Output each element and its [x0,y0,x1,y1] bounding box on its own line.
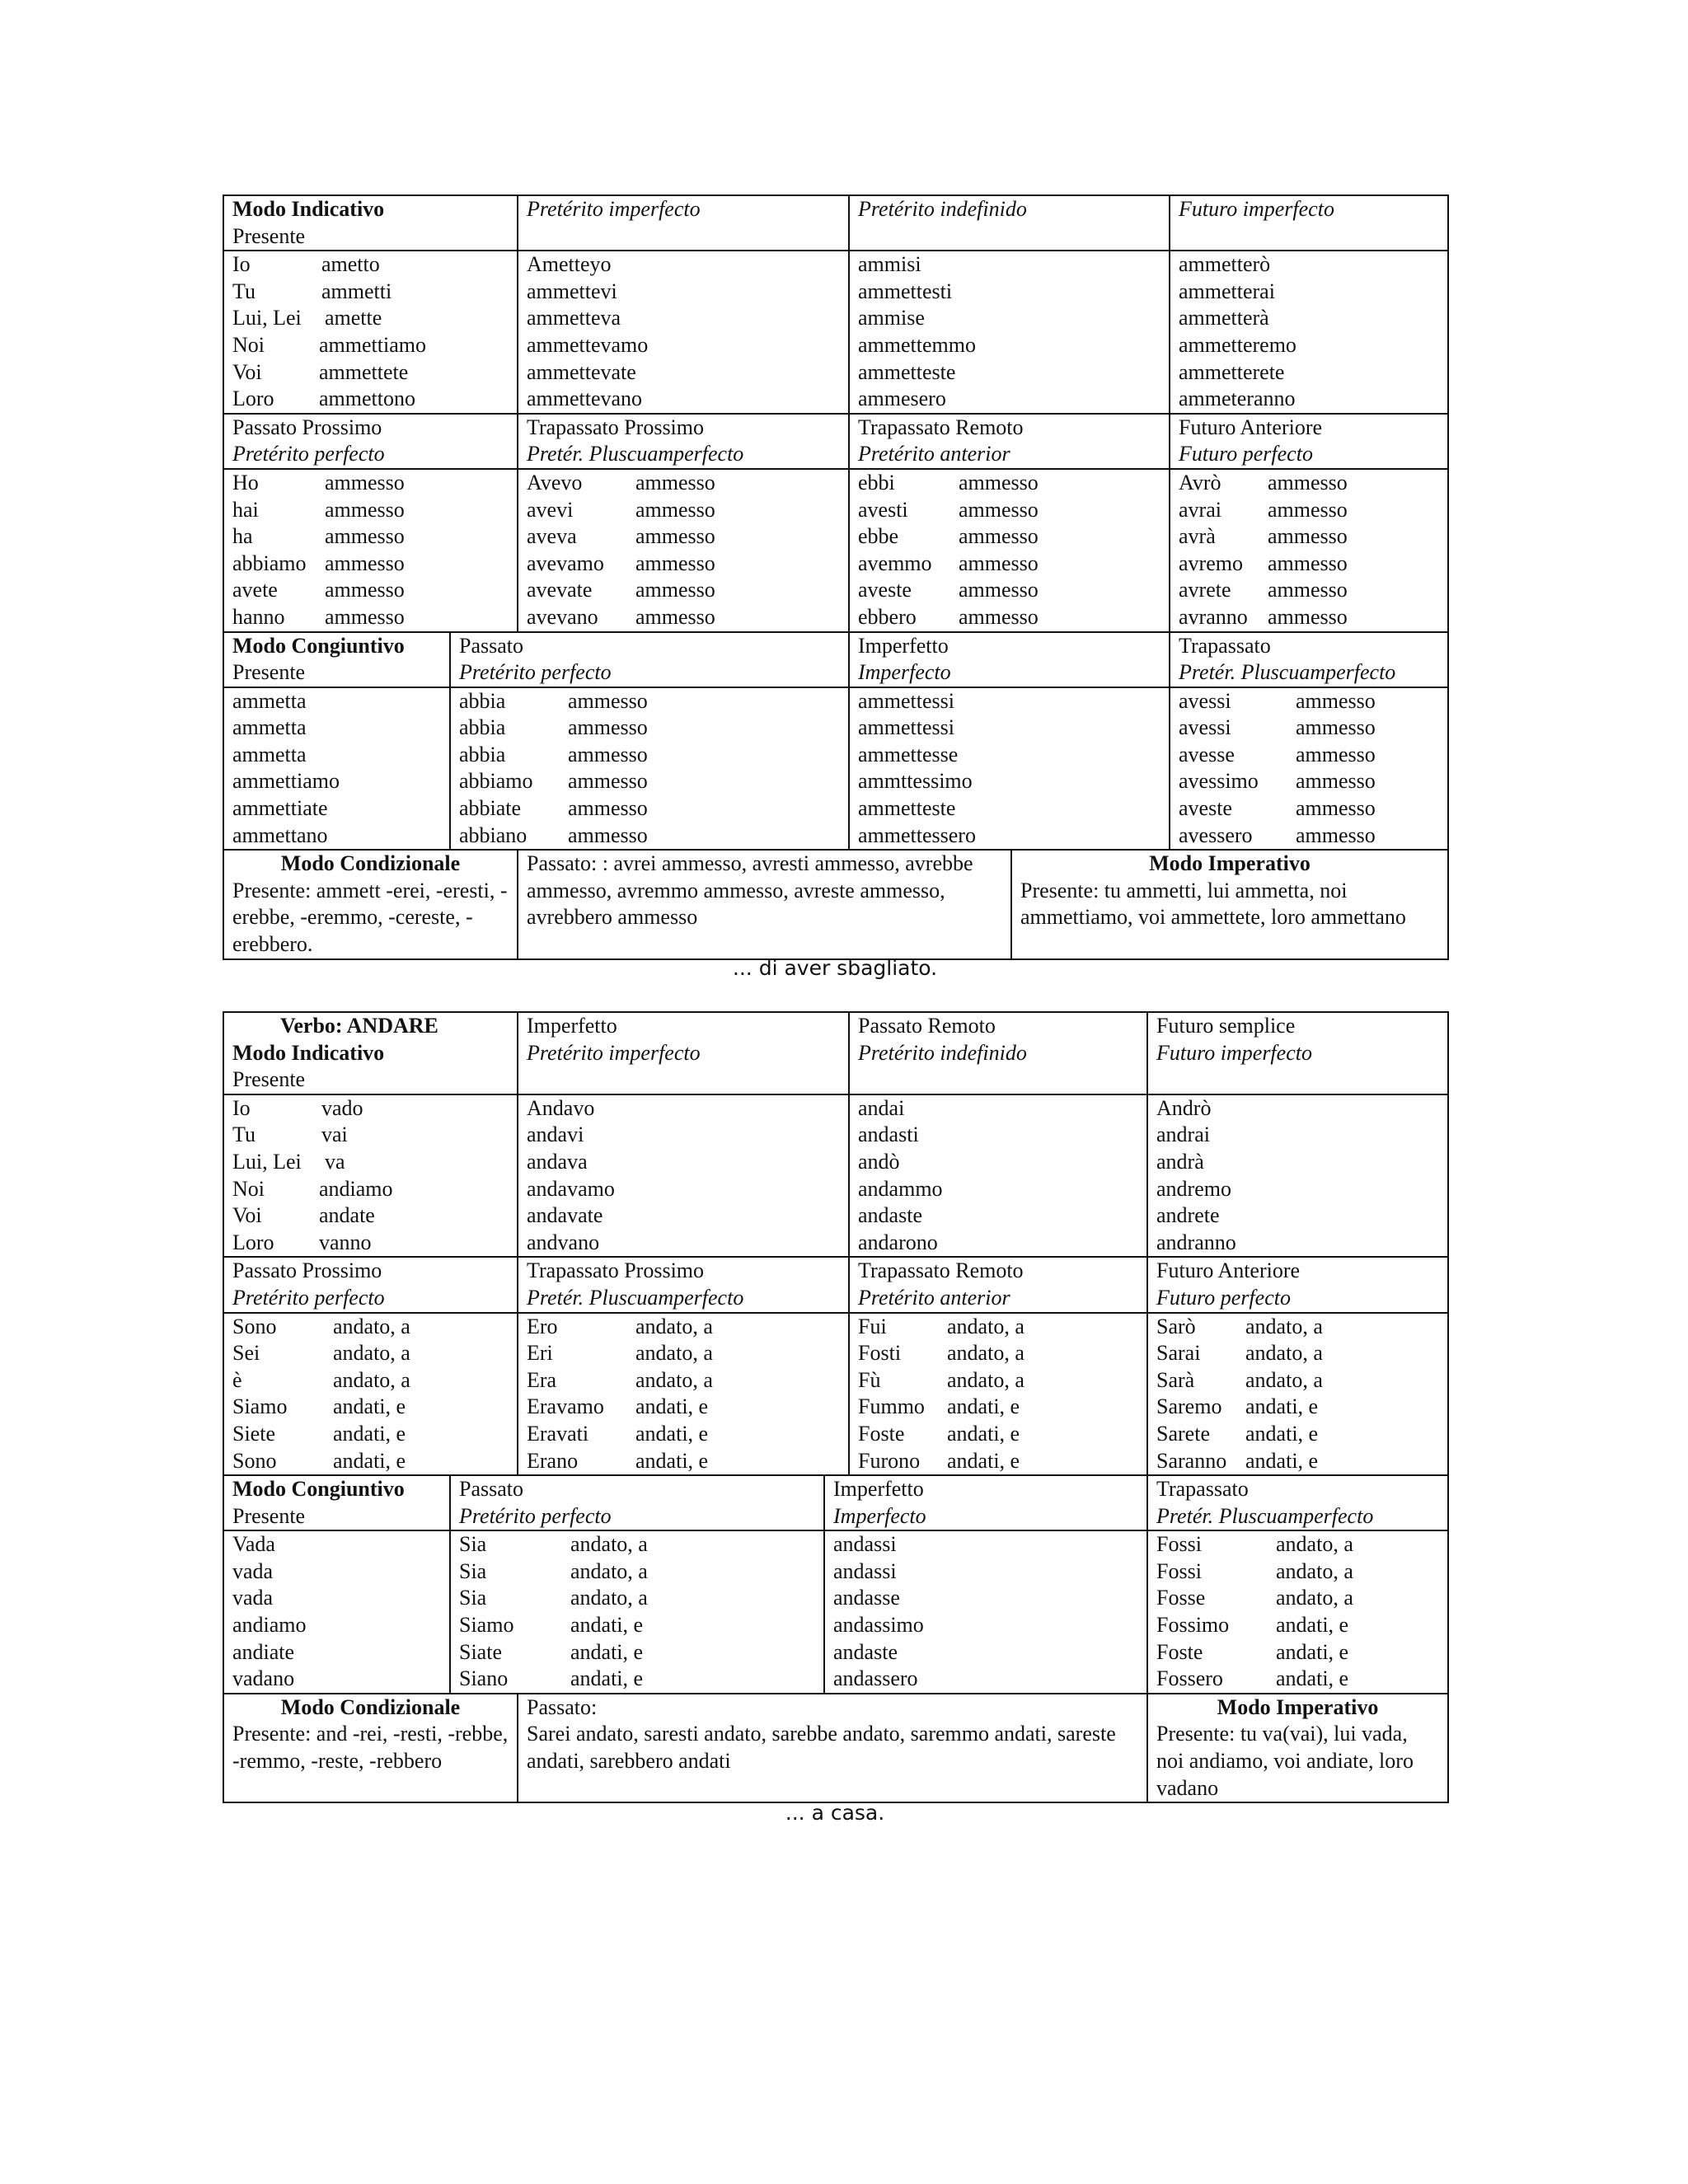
imperativo-cell [1147,1694,1448,1802]
imperativo-cell [1011,850,1448,958]
condizionale-passato-label: Passato: [527,1694,598,1719]
imperfetto-header: Pretérito imperfecto [518,195,849,251]
trapassato-prossimo-cell: Ero andato, a Eri andato, a Era andato, a Eravamo andati, e Eravati andati, e Erano andati, e [518,1313,849,1476]
congiuntivo-trapassato-header: Trapassato Pretér. Pluscuamperfecto [1170,632,1448,687]
presente-label: Presente [232,223,306,248]
conjugation-line: Voi ammettete [232,359,409,384]
futuro-cell: ammetterò ammetterai ammetterà ammetteremo ammetterete ammeteranno [1170,251,1448,414]
congiuntivo-trapassato-cell: Fossi andato, a Fossi andato, a Fosse andato, a Fossimo andati, e Foste andati, e Fossero andati, e [1147,1530,1448,1694]
congiuntivo-header-row [223,632,1448,687]
compound-header-row [223,414,1448,469]
imperfetto-cell: Ametteyo ammettevi ammetteva ammettevamo ammettevate ammettevano [518,251,849,414]
conjugation-line: Loro ammettono [232,387,415,411]
conjugation-line: Noi andiamo [232,1176,393,1201]
futuro-anteriore-cell: Avrò ammesso avrai ammesso avrà ammesso avremo ammesso avrete ammesso avranno ammesso [1170,469,1448,632]
passato-prossimo-cell: Ho ammesso hai ammesso ha ammesso abbiamo ammesso avete ammesso hanno ammesso [223,469,518,632]
indicativo-header-cell [223,195,518,251]
remoto-header: Pretérito indefinido [849,195,1170,251]
congiuntivo-passato-cell: abbia ammesso abbia ammesso abbia ammesso abbiamo ammesso abbiate ammesso abbiano ammesso [450,687,849,851]
imperativo-text: Presente: tu ammetti, lui ammetta, noi ammettiamo, voi ammettete, loro ammettano [1020,878,1406,930]
futuro-anteriore-cell: Sarò andato, a Sarai andato, a Sarà andato, a Saremo andati, e Sarete andati, e Saranno andati, e [1147,1313,1448,1476]
indicativo-header-row [223,1012,1448,1094]
modo-congiuntivo-title: Modo Congiuntivo [232,633,405,658]
imperfetto-cell: Andavo andavi andava andavamo andavate andvano [518,1094,849,1258]
modo-condizionale-title: Modo Condizionale [280,1694,461,1719]
remoto-cell: andai andasti andò andammo andaste andarono [849,1094,1147,1258]
congiuntivo-imperfetto-cell: ammettessi ammettessi ammettesse ammttessimo ammetteste ammettessero [849,687,1170,851]
compound-header-row [223,1257,1448,1312]
condizionale-presente-cell [223,1694,518,1802]
futuro-anteriore-header: Futuro Anteriore Futuro perfecto [1147,1257,1448,1312]
condizionale-presente-text: Presente: ammett -erei, -eresti, -erebbe, -eremmo, -cereste, -erebbero. [232,878,508,957]
congiuntivo-imperfetto-cell: andassi andassi andasse andassimo andaste andassero [824,1530,1147,1694]
indicativo-header-cell: Verbo: ANDARE Modo Indicativo Presente [223,1012,518,1094]
indicativo-header-row [223,195,1448,251]
condizionale-imperativo-row [223,850,1448,958]
conjugation-line: Lui, Lei amette [232,306,382,330]
verb-title: Verbo: ANDARE [280,1014,438,1038]
congiuntivo-body-row [223,1530,1448,1694]
trapassato-prossimo-header: Trapassato Prossimo Pretér. Pluscuamperfecto [518,1257,849,1312]
futuro-cell: Andrò andrai andrà andremo andrete andranno [1147,1094,1448,1258]
passato-prossimo-header: Passato Prossimo Pretérito perfecto [223,1257,518,1312]
conjugation-line: Loro vanno [232,1230,372,1254]
conjugation-line: Lui, Lei va [232,1149,345,1174]
imperfetto-header: Imperfetto Pretérito imperfecto [518,1012,849,1094]
modo-imperativo-title: Modo Imperativo [1149,851,1311,876]
congiuntivo-imperfetto-header: Imperfetto Imperfecto [849,632,1170,687]
indicativo-body-row [223,251,1448,414]
trapassato-prossimo-header: Trapassato Prossimo Pretér. Pluscuamperfecto [518,414,849,469]
conjugation-line: Io vado [232,1095,363,1120]
modo-imperativo-title: Modo Imperativo [1217,1694,1379,1719]
futuro-header: Futuro semplice Futuro imperfecto [1147,1012,1448,1094]
condizionale-passato-cell [518,1694,1147,1802]
condizionale-imperativo-row [223,1694,1448,1802]
trapassato-remoto-header: Trapassato Remoto Pretérito anterior [849,414,1170,469]
trapassato-remoto-cell: ebbi ammesso avesti ammesso ebbe ammesso avemmo ammesso aveste ammesso ebbero ammesso [849,469,1170,632]
modo-condizionale-title: Modo Condizionale [280,851,461,876]
congiuntivo-passato-header: Passato Pretérito perfecto [450,1475,824,1530]
condizionale-presente-text: Presente: and -rei, -resti, -rebbe, -remmo, -reste, -rebbero [232,1722,509,1774]
futuro-header: Futuro imperfecto [1170,195,1448,251]
congiuntivo-presente-cell: Vada vada vada andiamo andiate vadano [223,1530,450,1694]
modo-indicativo-title: Modo Indicativo [232,197,385,221]
congiuntivo-passato-header: Passato Pretérito perfecto [450,632,849,687]
modo-congiuntivo-title: Modo Congiuntivo [232,1477,405,1502]
indicativo-body-row [223,1094,1448,1258]
congiuntivo-presente-cell: ammetta ammetta ammetta ammettiamo ammettiate ammettano [223,687,450,851]
condizionale-passato-cell [518,850,1011,958]
trapassato-remoto-header: Trapassato Remoto Pretérito anterior [849,1257,1147,1312]
condizionale-presente-cell [223,850,518,958]
remoto-header: Passato Remoto Pretérito indefinido [849,1012,1147,1094]
imperativo-text: Presente: tu va(vai), lui vada, noi andiamo, voi andiate, loro vadano [1156,1722,1414,1800]
congiuntivo-passato-cell: Sia andato, a Sia andato, a Sia andato, a Siamo andati, e Siate andati, e Siano andati, e [450,1530,824,1694]
conjugation-table-andare [223,1011,1449,1803]
congiuntivo-trapassato-cell: avessi ammesso avessi ammesso avesse ammesso avessimo ammesso aveste ammesso avessero ammesso [1170,687,1448,851]
congiuntivo-header-row [223,1475,1448,1530]
passato-prossimo-header: Passato Prossimo Pretérito perfecto [223,414,518,469]
presente-cell [223,1094,518,1258]
compound-body-row [223,1313,1448,1476]
remoto-cell: ammisi ammettesti ammise ammettemmo ammetteste ammesero [849,251,1170,414]
futuro-anteriore-header: Futuro Anteriore Futuro perfecto [1170,414,1448,469]
presente-cell [223,251,518,414]
conjugation-line: Noi ammettiamo [232,332,426,357]
congiuntivo-trapassato-header: Trapassato Pretér. Pluscuamperfecto [1147,1475,1448,1530]
conjugation-table-ammettere [223,194,1449,960]
caption-di-aver-sbagliato: ... di aver sbagliato. [732,956,938,980]
passato-prossimo-cell: Sono andato, a Sei andato, a è andato, a Siamo andati, e Siete andati, e Sono andati, e [223,1313,518,1476]
congiuntivo-imperfetto-header: Imperfetto Imperfecto [824,1475,1147,1530]
congiuntivo-presente-header: Modo Congiuntivo Presente [223,632,450,687]
conjugation-line: Tu ammetti [232,279,392,303]
trapassato-prossimo-cell: Avevo ammesso avevi ammesso aveva ammesso avevamo ammesso avevate ammesso avevano ammesso [518,469,849,632]
congiuntivo-presente-header: Modo Congiuntivo Presente [223,1475,450,1530]
trapassato-remoto-cell: Fui andato, a Fosti andato, a Fù andato, a Fummo andati, e Foste andati, e Furono andati, e [849,1313,1147,1476]
congiuntivo-body-row [223,687,1448,851]
condizionale-passato-text: Sarei andato, saresti andato, sarebbe andato, saremmo andati, sareste andati, sarebbero andati [527,1722,1116,1774]
condizionale-passato-text: Passato: : avrei ammesso, avresti ammesso, avrebbe ammesso, avremmo ammesso, avreste ammesso, avrebbero ammesso [527,851,973,930]
conjugation-line: Tu vai [232,1122,348,1147]
conjugation-line: Io ametto [232,252,380,277]
compound-body-row [223,469,1448,632]
caption-a-casa: ... a casa. [785,1801,885,1825]
conjugation-line: Voi andate [232,1203,375,1228]
modo-indicativo-title: Modo Indicativo [232,1040,385,1065]
